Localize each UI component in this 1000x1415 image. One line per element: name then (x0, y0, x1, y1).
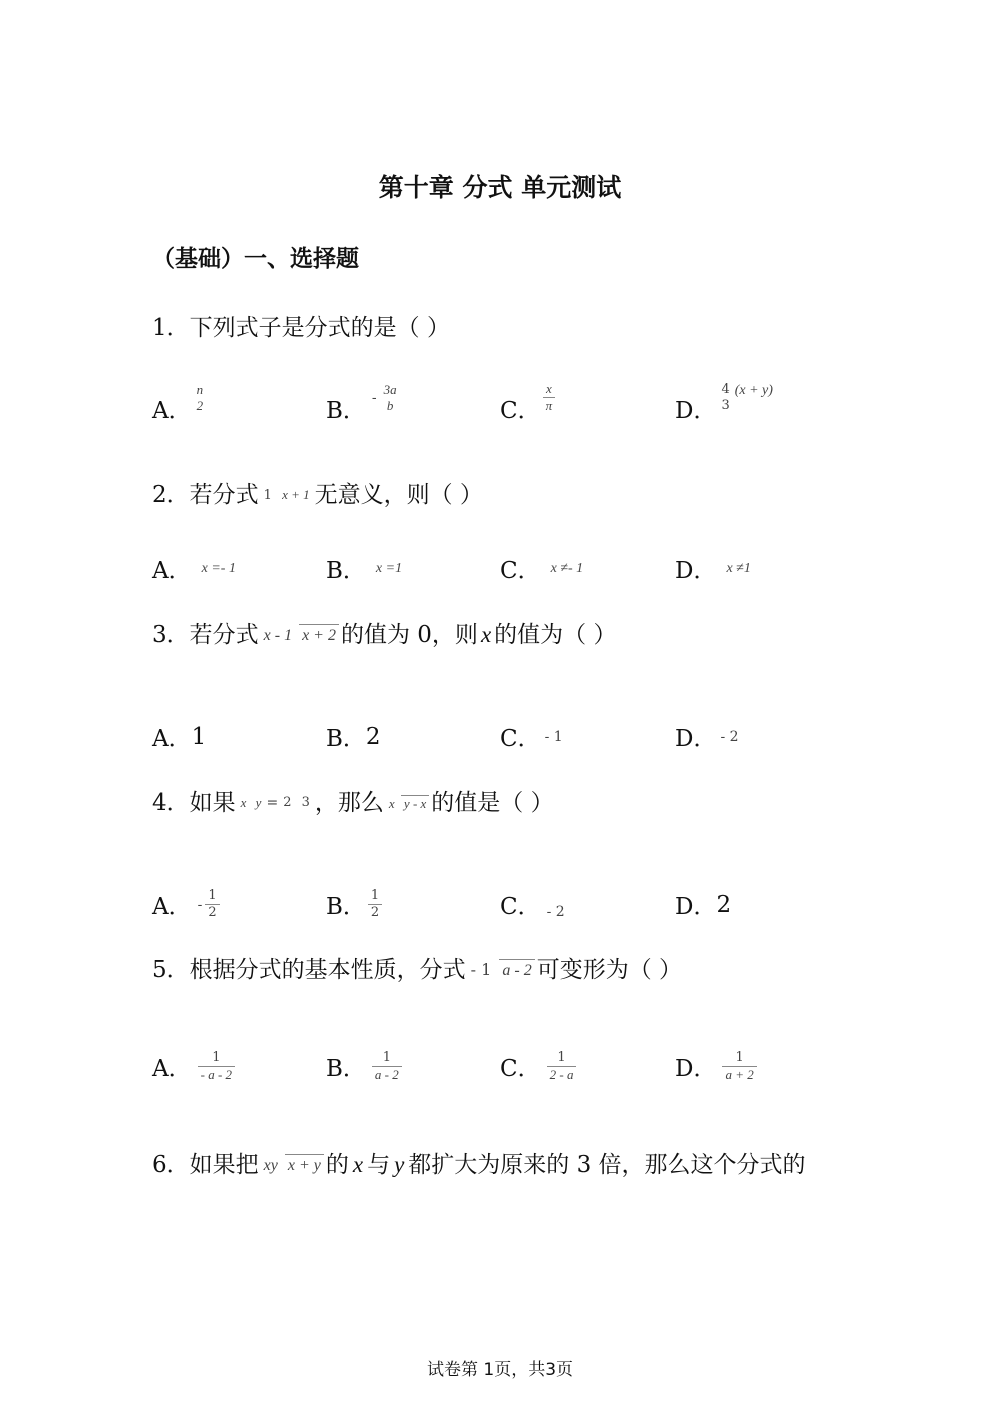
q5-c-fraction: $\frac{1}{2 - a}$ (547, 1050, 577, 1083)
q2-option-a: A． x =- 1 (152, 558, 236, 584)
section-heading: （基础）一、选择题 (152, 246, 359, 272)
question-3: 3．若分式 x - 1 x + 2 的值为 0，则 x 的值为（ ） (152, 622, 617, 648)
q1-c-fraction: $\frac{x}{\pi}$ (543, 381, 556, 414)
q3-option-c: C． - 1 (500, 726, 563, 752)
q3-option-d: D． - 2 (675, 726, 739, 752)
q5-option-b: B． $\frac{1}{a - 2}$ (326, 1050, 404, 1083)
q4-b-fraction: $\frac{1}{2}$ (368, 888, 382, 921)
q5-option-c: C． $\frac{1}{2 - a}$ (500, 1050, 578, 1083)
q5-a-fraction: $\frac{1}{- a - 2}$ (198, 1050, 235, 1083)
q4-option-c: C． - 2 (500, 894, 565, 920)
q2-option-b: B． x =1 (326, 558, 403, 584)
question-1 (152, 313, 450, 343)
q3-fraction: x - 1 x + 2 (261, 624, 339, 646)
question-2: 2．若分式 1 x + 1 无意义，则（ ） (152, 482, 483, 508)
q6-fraction: xy x + y (261, 1154, 324, 1176)
q5-b-fraction: $\frac{1}{a - 2}$ (372, 1050, 402, 1083)
q4-option-b: B． $\frac{1}{2}$ (326, 888, 384, 921)
question-4: 4．如果 x y = 2 3 ，那么 x y - x 的值是（ ） (152, 790, 554, 816)
q1-option-b: B． - 3a b (326, 392, 402, 425)
q4-fraction-1: x y (240, 795, 262, 810)
q1-option-a: A． n 2 (152, 392, 208, 425)
q4-option-d: D． 2 (675, 891, 732, 920)
q1-a-fraction: n 2 (196, 381, 204, 413)
q4-fraction-3: x y - x (386, 795, 429, 812)
q5-d-fraction: $\frac{1}{a + 2}$ (722, 1050, 756, 1083)
question-1-text: 1．下列式子是分式的是（ ） (152, 315, 450, 341)
q1-b-fraction: 3a b (383, 381, 397, 413)
q3-option-a: A． 1 (152, 723, 207, 752)
q4-a-fraction: $\frac{1}{2}$ (205, 888, 219, 921)
q1-d-fraction: 4 3 (721, 381, 730, 413)
question-6: 6．如果把 xy x + y 的 x 与 y 都扩大为原来的 3 倍，那么这个分式的 (152, 1152, 806, 1178)
q1-option-c: C． $\frac{x}{\pi}$ (500, 392, 557, 425)
q2-option-c: C． x ≠- 1 (500, 558, 584, 584)
page-footer: 试卷第 1页，共3页 (426, 1360, 574, 1380)
q4-fraction-2: 2 3 (283, 795, 310, 810)
q1-option-d: D． 4 3 (x + y) (675, 381, 773, 424)
q5-fraction: - 1 a - 2 (468, 959, 535, 981)
q5-option-d: D． $\frac{1}{a + 2}$ (675, 1050, 759, 1083)
q4-option-a: A． - $\frac{1}{2}$ (152, 888, 222, 921)
q2-option-d: D． x ≠1 (675, 558, 751, 584)
question-5: 5．根据分式的基本性质，分式 - 1 a - 2 可变形为（ ） (152, 957, 683, 983)
page-title: 第十章 分式 单元测试 (378, 173, 622, 202)
q5-option-a: A． $\frac{1}{- a - 2}$ (152, 1050, 237, 1083)
q3-option-b: B． 2 (326, 723, 381, 752)
q2-fraction: 1 x + 1 (263, 486, 310, 503)
